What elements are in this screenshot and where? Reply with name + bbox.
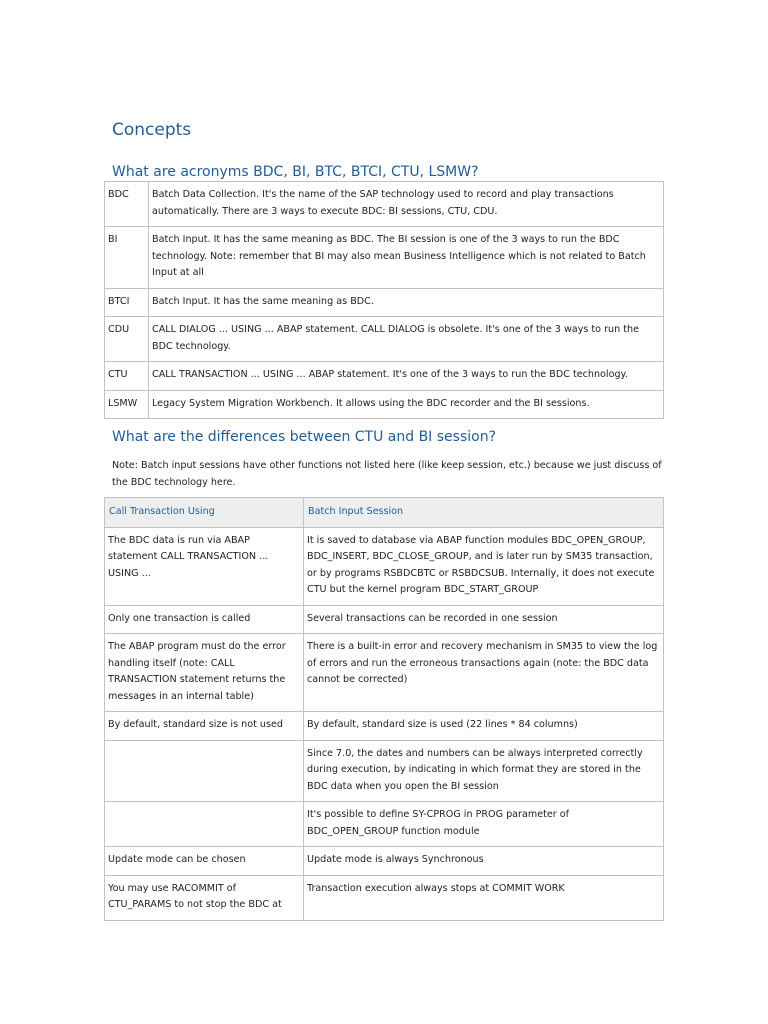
ctu-cell: Update mode can be chosen: [105, 847, 304, 876]
table-row: [105, 390, 664, 419]
bi-cell: By default, standard size is used (22 lines * 84 columns): [304, 712, 664, 741]
bi-cell: Several transactions can be recorded in one session: [304, 605, 664, 634]
table-row: [105, 527, 664, 605]
bi-cell: It's possible to define SY-CPROG in PROG parameter of BDC_OPEN_GROUP function module: [304, 802, 664, 847]
acronym-term: BDC: [105, 182, 149, 227]
ctu-cell: [105, 802, 304, 847]
acronym-term: BI: [105, 227, 149, 289]
table-row: [105, 317, 664, 362]
differences-heading: What are the differences between CTU and BI session?: [112, 429, 497, 445]
table-row: [105, 605, 664, 634]
ctu-cell: Only one transaction is called: [105, 605, 304, 634]
table-row: [105, 634, 664, 712]
ctu-cell: [105, 740, 304, 802]
column-header-bi: Batch Input Session: [304, 498, 664, 528]
differences-table: [104, 497, 664, 921]
acronym-term: BTCI: [105, 288, 149, 317]
table-row: [105, 362, 664, 391]
bi-cell: There is a built-in error and recovery mechanism in SM35 to view the log of errors and run the erroneous transactions again (note: the BDC data cannot be corrected): [304, 634, 664, 712]
bi-cell: Since 7.0, the dates and numbers can be always interpreted correctly during execution, by indicating in which format they are stored in the BDC data when you open the BI session: [304, 740, 664, 802]
bi-cell: Transaction execution always stops at COMMIT WORK: [304, 875, 664, 920]
acronym-term: LSMW: [105, 390, 149, 419]
page-title: Concepts: [112, 120, 192, 140]
table-row: [105, 182, 664, 227]
table-header-row: [105, 498, 664, 528]
ctu-cell: The BDC data is run via ABAP statement CALL TRANSACTION ... USING ...: [105, 527, 304, 605]
table-row: [105, 712, 664, 741]
table-row: [105, 227, 664, 289]
table-row: [105, 875, 664, 920]
differences-note: Note: Batch input sessions have other functions not listed here (like keep session, etc.) because we just discuss of the BDC technology here.: [112, 460, 662, 488]
column-header-ctu: Call Transaction Using: [105, 498, 304, 528]
ctu-cell: You may use RACOMMIT of CTU_PARAMS to not stop the BDC at: [105, 875, 304, 920]
bi-cell: It is saved to database via ABAP function modules BDC_OPEN_GROUP, BDC_INSERT, BDC_CLOSE_GROUP, and is later run by SM35 transaction, or by programs RSBDCBTC or RSBDCSUB. Internally, it does not execute CTU but the kernel program BDC_START_GROUP: [304, 527, 664, 605]
table-row: [105, 847, 664, 876]
acronyms-heading: What are acronyms BDC, BI, BTC, BTCI, CTU, LSMW?: [112, 164, 479, 180]
table-row: [105, 740, 664, 802]
acronym-definition: Batch Input. It has the same meaning as BDC.: [149, 288, 664, 317]
acronym-term: CTU: [105, 362, 149, 391]
acronyms-table: [104, 181, 664, 419]
acronym-definition: Legacy System Migration Workbench. It allows using the BDC recorder and the BI sessions.: [149, 390, 664, 419]
acronym-definition: Batch Data Collection. It's the name of the SAP technology used to record and play transactions automatically. There are 3 ways to execute BDC: BI sessions, CTU, CDU.: [149, 182, 664, 227]
acronym-definition: CALL TRANSACTION ... USING ... ABAP statement. It's one of the 3 ways to run the BDC technology.: [149, 362, 664, 391]
bi-cell: Update mode is always Synchronous: [304, 847, 664, 876]
table-row: [105, 288, 664, 317]
acronym-definition: Batch Input. It has the same meaning as BDC. The BI session is one of the 3 ways to run the BDC technology. Note: remember that BI may also mean Business Intelligence which is not related to Batch Input at all: [149, 227, 664, 289]
ctu-cell: The ABAP program must do the error handling itself (note: CALL TRANSACTION statement returns the messages in an internal table): [105, 634, 304, 712]
acronym-definition: CALL DIALOG ... USING ... ABAP statement. CALL DIALOG is obsolete. It's one of the 3 ways to run the BDC technology.: [149, 317, 664, 362]
table-row: [105, 802, 664, 847]
acronym-term: CDU: [105, 317, 149, 362]
ctu-cell: By default, standard size is not used: [105, 712, 304, 741]
